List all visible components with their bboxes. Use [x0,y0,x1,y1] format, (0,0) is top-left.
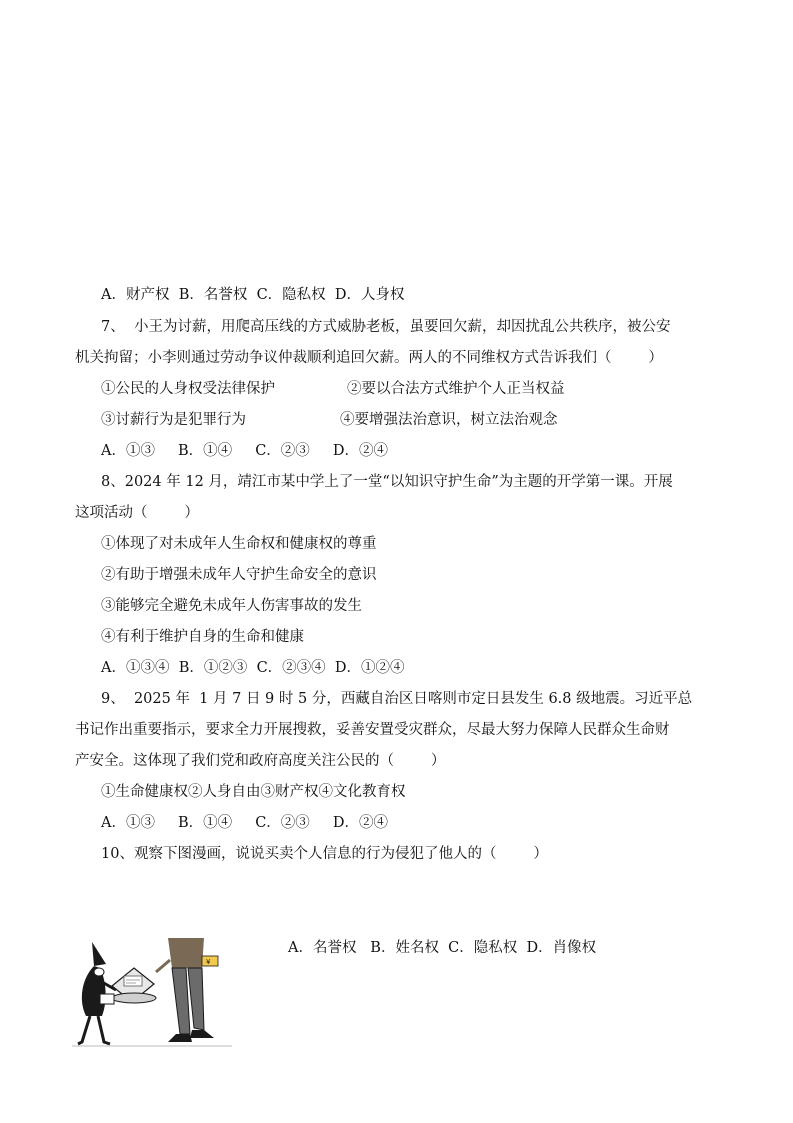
q7-item-3: ③讨薪行为是犯罪行为 [101,412,246,428]
q10-stem: 10、观察下图漫画，说说买卖个人信息的行为侵犯了他人的（ ） [101,846,548,862]
q10-options: A．名誉权 B．姓名权 C．隐私权 D．肖像权 [288,940,597,956]
q8-options: A．①③④ B．①②③ C．②③④ D．①②④ [101,660,405,676]
q7-item-4: ④要增强法治意识，树立法治观念 [340,412,558,428]
q7-stem-line1: 7、 小王为讨薪，用爬高压线的方式威胁老板，虽要回欠薪，却因扰乱公共秩序，被公安 [101,319,671,335]
q7-item-2: ②要以合法方式维护个人正当权益 [347,381,565,397]
q9-items: ①生命健康权②人身自由③财产权④文化教育权 [101,784,406,800]
q9-stem-line2: 书记作出重要指示，要求全力开展搜救，妥善安置受灾群众，尽最大努力保障人民群众生命财 [75,722,670,738]
q8-item-3: ③能够完全避免未成年人伤害事故的发生 [101,598,362,614]
q9-options: A．①③ B．①④ C．②③ D．②④ [101,815,388,831]
info-trade-cartoon-icon [72,938,232,1050]
q9-stem-line1: 9、 2025 年 1 月 7 日 9 时 5 分，西藏自治区日喀则市定日县发生 6.8 级地震。习近平总 [101,691,693,707]
q7-stem-line2: 机关拘留；小李则通过劳动争议仲裁顺利追回欠薪。两人的不同维权方式告诉我们（ ） [75,350,663,366]
q8-stem-line1: 8、2024 年 12 月，靖江市某中学上了一堂“以知识守护生命”为主题的开学第一课。开展 [101,474,673,490]
q8-item-1: ①体现了对未成年人生命权和健康权的尊重 [101,536,377,552]
q8-item-4: ④有利于维护自身的生命和健康 [101,629,304,645]
q7-item-1: ①公民的人身权受法律保护 [101,381,275,397]
q9-stem-line3: 产安全。这体现了我们党和政府高度关注公民的（ ） [75,753,446,769]
q8-stem-line2: 这项活动（ ） [75,505,199,521]
q7-options: A．①③ B．①④ C．②③ D．②④ [101,443,388,459]
question-6-options: A．财产权 B．名誉权 C．隐私权 D．人身权 [101,287,405,303]
svg-text:¥: ¥ [206,958,211,966]
q8-item-2: ②有助于增强未成年人守护生命安全的意识 [101,567,377,583]
